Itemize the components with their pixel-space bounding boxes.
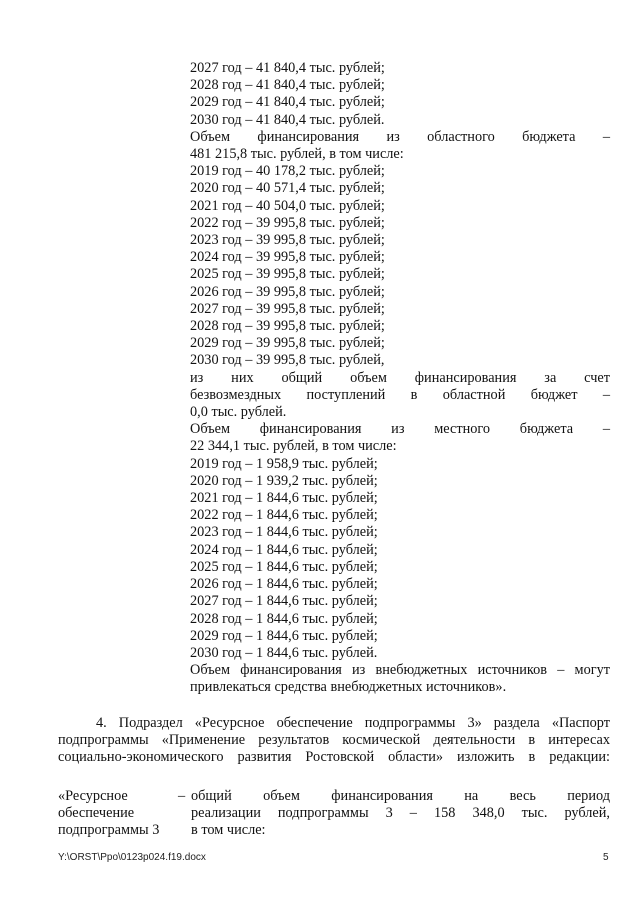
table-dash: – [178, 788, 186, 804]
column-line: 2024 год – 1 844,6 тыс. рублей; [190, 541, 378, 558]
column-line: 481 215,8 тыс. рублей, в том числе: [190, 146, 404, 163]
table-left-line: подпрограммы 3 [58, 822, 160, 839]
paragraph-4-line: социально-экономического развития Ростовской области» изложить в редакции: [58, 749, 610, 766]
column-line: 2020 год – 40 571,4 тыс. рублей; [190, 180, 385, 197]
column-line: 2027 год – 1 844,6 тыс. рублей; [190, 593, 378, 610]
column-line: 2029 год – 1 844,6 тыс. рублей; [190, 627, 378, 644]
column-line: 2026 год – 1 844,6 тыс. рублей; [190, 576, 378, 593]
footer-file-path: Y:\ORST\Ppo\0123p024.f19.docx [58, 852, 206, 863]
table-right-line: общий объем финансирования на весь период [191, 788, 610, 804]
paragraph-4-line: подпрограммы «Применение результатов космической деятельности в интересах [58, 732, 610, 749]
financing-column [190, 60, 610, 697]
column-line: 2029 год – 41 840,4 тыс. рублей; [190, 94, 385, 111]
column-line: 2023 год – 39 995,8 тыс. рублей; [190, 232, 385, 249]
column-line: из них общий объем финансирования за счет [190, 369, 610, 386]
column-line: 2030 год – 1 844,6 тыс. рублей. [190, 644, 378, 661]
column-line: 2029 год – 39 995,8 тыс. рублей; [190, 335, 385, 352]
table-left-line: обеспечение [58, 805, 135, 822]
column-line: привлекаться средства внебюджетных источников». [190, 679, 507, 696]
column-line: 2022 год – 39 995,8 тыс. рублей; [190, 214, 385, 231]
column-line: 2027 год – 39 995,8 тыс. рублей; [190, 300, 385, 317]
table-left-cell [58, 788, 178, 840]
column-line: 2030 год – 41 840,4 тыс. рублей. [190, 111, 385, 128]
column-line: 2028 год – 39 995,8 тыс. рублей; [190, 318, 385, 335]
column-line: 2023 год – 1 844,6 тыс. рублей; [190, 524, 378, 541]
table-right-cell [191, 788, 610, 840]
column-line: Объем финансирования из областного бюджета – [190, 128, 610, 145]
column-line: 2021 год – 1 844,6 тыс. рублей; [190, 490, 378, 507]
column-line: 2026 год – 39 995,8 тыс. рублей; [190, 283, 385, 300]
column-line: 2028 год – 41 840,4 тыс. рублей; [190, 77, 385, 94]
column-line: 2022 год – 1 844,6 тыс. рублей; [190, 507, 378, 524]
column-line: Объем финансирования из местного бюджета – [190, 421, 610, 438]
column-line: 2030 год – 39 995,8 тыс. рублей, [190, 352, 385, 369]
column-line: 2019 год – 40 178,2 тыс. рублей; [190, 163, 385, 180]
paragraph-4 [58, 715, 610, 767]
paragraph-4-line: 4. Подраздел «Ресурсное обеспечение подпрограммы 3» раздела «Паспорт [96, 715, 610, 731]
column-line: 2024 год – 39 995,8 тыс. рублей; [190, 249, 385, 266]
column-line: 0,0 тыс. рублей. [190, 404, 287, 421]
column-line: безвозмездных поступлений в областной бюджет – [190, 386, 610, 403]
column-line: 2025 год – 1 844,6 тыс. рублей; [190, 558, 378, 575]
column-line: 22 344,1 тыс. рублей, в том числе: [190, 438, 397, 455]
column-line: 2020 год – 1 939,2 тыс. рублей; [190, 472, 378, 489]
column-line: Объем финансирования из внебюджетных источников – могут [190, 662, 610, 679]
table-right-line: в том числе: [191, 822, 266, 839]
footer-page-number: 5 [603, 852, 609, 863]
table-left-line: «Ресурсное [58, 788, 128, 804]
column-line: 2019 год – 1 958,9 тыс. рублей; [190, 455, 378, 472]
column-line: 2021 год – 40 504,0 тыс. рублей; [190, 197, 385, 214]
column-line: 2027 год – 41 840,4 тыс. рублей; [190, 60, 385, 76]
column-line: 2028 год – 1 844,6 тыс. рублей; [190, 610, 378, 627]
table-right-line: реализации подпрограммы 3 – 158 348,0 тыс. рублей, [191, 805, 610, 822]
column-line: 2025 год – 39 995,8 тыс. рублей; [190, 266, 385, 283]
